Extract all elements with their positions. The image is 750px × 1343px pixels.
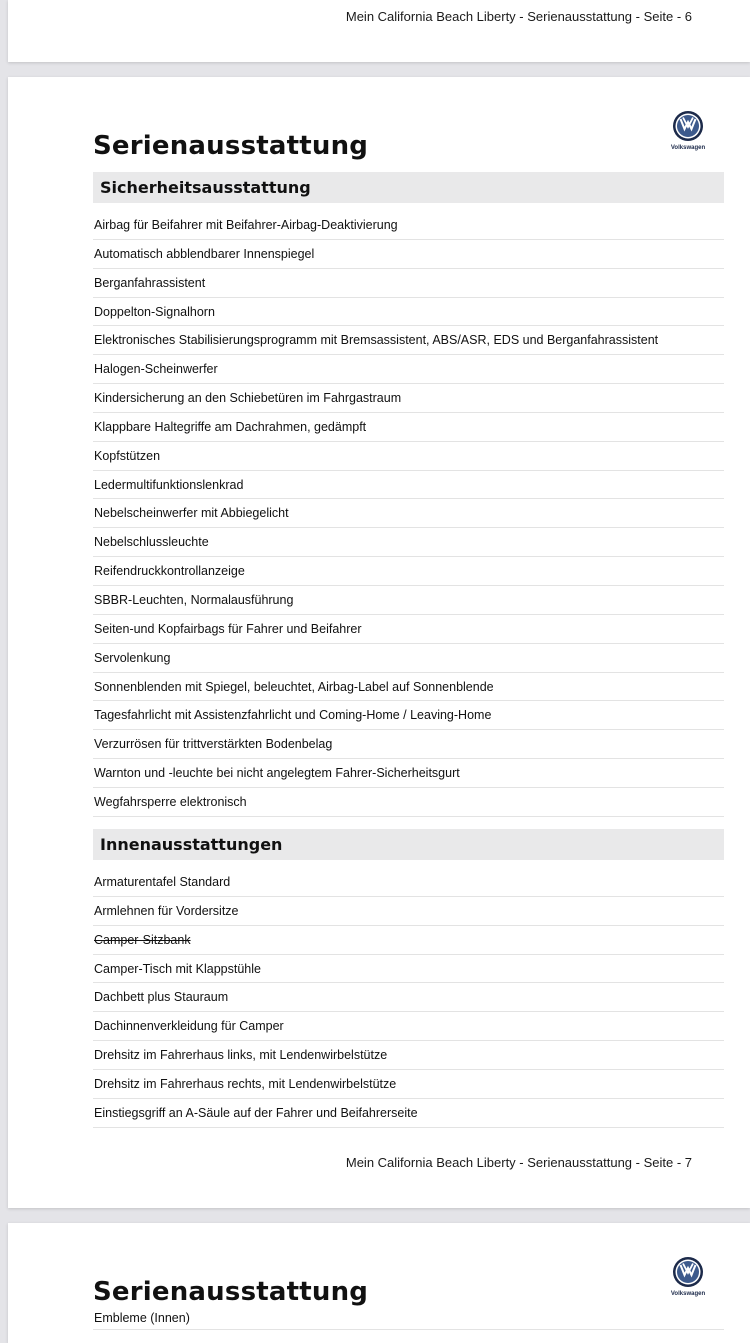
- list-item: Dachbett plus Stauraum: [93, 983, 724, 1012]
- logo-text: Volkswagen: [670, 1291, 706, 1297]
- item-list: [93, 1306, 724, 1330]
- list-item: Seiten-und Kopfairbags für Fahrer und Beifahrer: [93, 615, 724, 644]
- list-item: Servolenkung: [93, 644, 724, 673]
- list-item: Verzurrösen für trittverstärkten Bodenbelag: [93, 730, 724, 759]
- list-item: Elektronisches Stabilisierungsprogramm mit Bremsassistent, ABS/ASR, EDS und Berganfahrassistent: [93, 326, 724, 355]
- vw-logo-icon: [672, 110, 704, 142]
- list-item: Camper-Sitzbank: [93, 926, 724, 955]
- vw-logo: [666, 1256, 710, 1297]
- list-item: Berganfahrassistent: [93, 269, 724, 298]
- current-page: [8, 77, 750, 1208]
- section-heading-innenausstattungen: Innenausstattungen: [93, 829, 724, 860]
- list-item: Drehsitz im Fahrerhaus links, mit Lendenwirbelstütze: [93, 1041, 724, 1070]
- list-item: Embleme (Innen): [93, 1306, 724, 1330]
- list-item: Tagesfahrlicht mit Assistenzfahrlicht und Coming-Home / Leaving-Home: [93, 701, 724, 730]
- vw-logo: [666, 110, 710, 151]
- list-item: Automatisch abblendbarer Innenspiegel: [93, 240, 724, 269]
- list-item: Dachinnenverkleidung für Camper: [93, 1012, 724, 1041]
- list-item: Einstiegsgriff an A-Säule auf der Fahrer und Beifahrerseite: [93, 1099, 724, 1128]
- page-title: Serienausstattung: [93, 1277, 369, 1307]
- list-item: Kindersicherung an den Schiebetüren im Fahrgastraum: [93, 384, 724, 413]
- next-page: [8, 1223, 750, 1343]
- list-item: Sonnenblenden mit Spiegel, beleuchtet, Airbag-Label auf Sonnenblende: [93, 673, 724, 702]
- page-title: Serienausstattung: [93, 131, 369, 161]
- list-item: Camper-Tisch mit Klappstühle: [93, 955, 724, 984]
- list-item: Reifendruckkontrollanzeige: [93, 557, 724, 586]
- list-item: Wegfahrsperre elektronisch: [93, 788, 724, 817]
- list-item: Klappbare Haltegriffe am Dachrahmen, gedämpft: [93, 413, 724, 442]
- list-item: Ledermultifunktionslenkrad: [93, 471, 724, 500]
- list-item: Warnton und -leuchte bei nicht angelegtem Fahrer-Sicherheitsgurt: [93, 759, 724, 788]
- list-item: Airbag für Beifahrer mit Beifahrer-Airbag-Deaktivierung: [93, 211, 724, 240]
- section-heading-sicherheitsausstattung: Sicherheitsausstattung: [93, 172, 724, 203]
- list-item: Halogen-Scheinwerfer: [93, 355, 724, 384]
- list-item: Drehsitz im Fahrerhaus rechts, mit Lendenwirbelstütze: [93, 1070, 724, 1099]
- item-list-innenausstattungen: [93, 868, 724, 1128]
- logo-text: Volkswagen: [670, 145, 706, 151]
- list-item: Kopfstützen: [93, 442, 724, 471]
- list-item: Nebelscheinwerfer mit Abbiegelicht: [93, 499, 724, 528]
- item-list-sicherheitsausstattung: [93, 211, 724, 817]
- list-item: Nebelschlussleuchte: [93, 528, 724, 557]
- page-footer: Mein California Beach Liberty - Serienausstattung - Seite - 7: [345, 1155, 692, 1170]
- list-item: Armaturentafel Standard: [93, 868, 724, 897]
- list-item: SBBR-Leuchten, Normalausführung: [93, 586, 724, 615]
- list-item: Doppelton-Signalhorn: [93, 298, 724, 327]
- list-item: Armlehnen für Vordersitze: [93, 897, 724, 926]
- page-footer: Mein California Beach Liberty - Serienausstattung - Seite - 6: [345, 9, 692, 24]
- vw-logo-icon: [672, 1256, 704, 1288]
- previous-page: [8, 0, 750, 62]
